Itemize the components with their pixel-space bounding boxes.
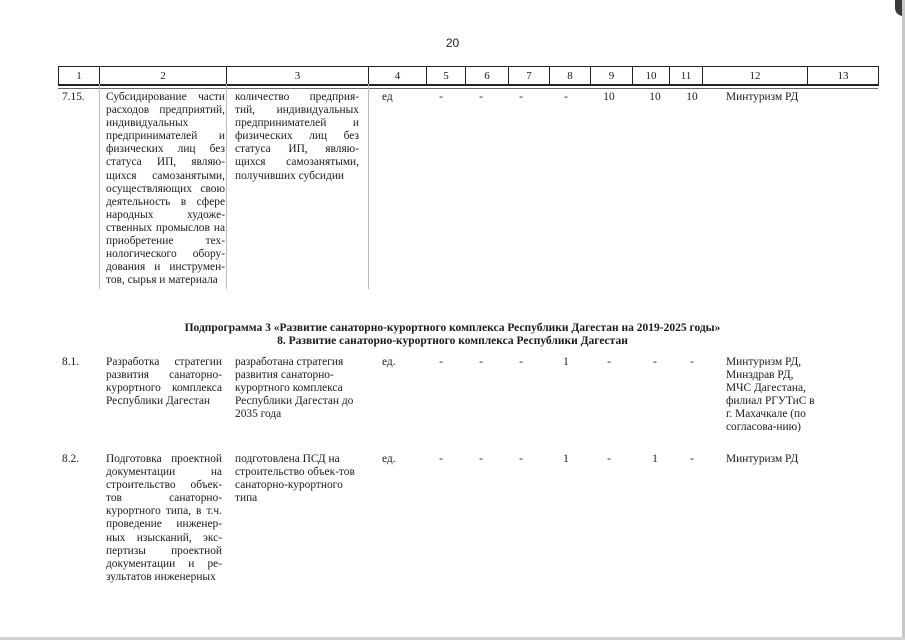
row-value-9: -: [607, 453, 611, 465]
row-indicator: разработана стратегия развития санаторно-курортного комплекса Республики Дагестан до 2035 года: [235, 356, 354, 421]
row-value-7: -: [519, 91, 523, 103]
row-value-5: -: [439, 91, 443, 103]
row-number: 8.2.: [62, 453, 80, 465]
row-number: 8.1.: [62, 356, 80, 368]
row-executor: Минтуризм РД: [726, 453, 799, 465]
column-header: 1: [59, 67, 100, 85]
row-value-11: 10: [686, 91, 698, 103]
column-header: 6: [466, 67, 509, 85]
column-header: 3: [227, 67, 369, 85]
page-number: 20: [445, 36, 460, 50]
column-header: 13: [808, 67, 879, 85]
row-value-8: 1: [563, 356, 569, 368]
column-header: 11: [670, 67, 703, 85]
row-value-7: -: [519, 453, 523, 465]
column-header: 7: [509, 67, 550, 85]
column-header: 12: [703, 67, 808, 85]
row-executor: Минтуризм РД, Минздрав РД, МЧС Дагестана, филиал РГУТиС в г. Махачкале (по согласова-нию): [726, 356, 815, 434]
row-name: Субсидирование части расходов предприятий, индивидуальных предпринимателей и физических лиц без статуса ИП, являю-щихся самозанятыми, осуществляющих свою деятельность в сфере народных художе-ственных промыслов на приобретение тех-нологического обору-дования и инструмен-тов, сырья и материала: [106, 91, 225, 287]
row-value-5: -: [439, 356, 443, 368]
row-value-7: -: [519, 356, 523, 368]
row-indicator: подготовлена ПСД на строительство объек-тов санаторно-курортного типа: [235, 453, 355, 505]
column-divider: [99, 84, 100, 289]
row-value-9: 10: [603, 91, 615, 103]
row-value-10: 1: [652, 453, 658, 465]
row-indicator: количество предприя-тий, индивидуальных предпринимателей и физических лиц без статуса ИП, являю-щихся самозанятыми, получивших субсидии: [235, 91, 359, 182]
row-executor: Минтуризм РД: [726, 91, 799, 103]
column-header: 5: [427, 67, 466, 85]
header-bottom-rule: [58, 84, 878, 85]
subprogram-heading: Подпрограмма 3 «Развитие санаторно-курортного комплекса Республики Дагестан на 2019-2025 годы»: [184, 322, 721, 334]
row-value-6: -: [479, 356, 483, 368]
row-value-10: 10: [649, 91, 661, 103]
row-unit: ед.: [382, 356, 396, 368]
column-header: 10: [633, 67, 670, 85]
column-header: 9: [591, 67, 633, 85]
row-name: Разработка стратегии развития санаторно-курортного комплекса Республики Дагестан: [106, 356, 222, 408]
row-value-10: -: [653, 356, 657, 368]
row-value-6: -: [479, 453, 483, 465]
column-header: 4: [369, 67, 427, 85]
column-header: 2: [100, 67, 227, 85]
row-value-6: -: [479, 91, 483, 103]
row-value-8: 1: [563, 453, 569, 465]
header-double-rule: [58, 88, 878, 89]
column-divider: [226, 84, 227, 289]
column-header: 8: [550, 67, 591, 85]
row-value-9: -: [607, 356, 611, 368]
row-value-5: -: [439, 453, 443, 465]
row-name: Подготовка проектной документации на строительство объек-тов санаторно-курортного типа, в т.ч. проведение инженер-ных изысканий, экс-пертизы проектной документации и ре-зультатов инженерных: [106, 453, 222, 583]
row-unit: ед.: [382, 453, 396, 465]
row-value-11: -: [690, 453, 694, 465]
row-value-8: -: [564, 91, 568, 103]
row-number: 7.15.: [62, 91, 85, 103]
column-divider: [368, 84, 369, 289]
row-unit: ед: [382, 91, 393, 103]
table-header-row: [58, 66, 879, 86]
row-value-11: -: [690, 356, 694, 368]
section-heading: 8. Развитие санаторно-курортного комплекса Республики Дагестан: [277, 335, 628, 347]
